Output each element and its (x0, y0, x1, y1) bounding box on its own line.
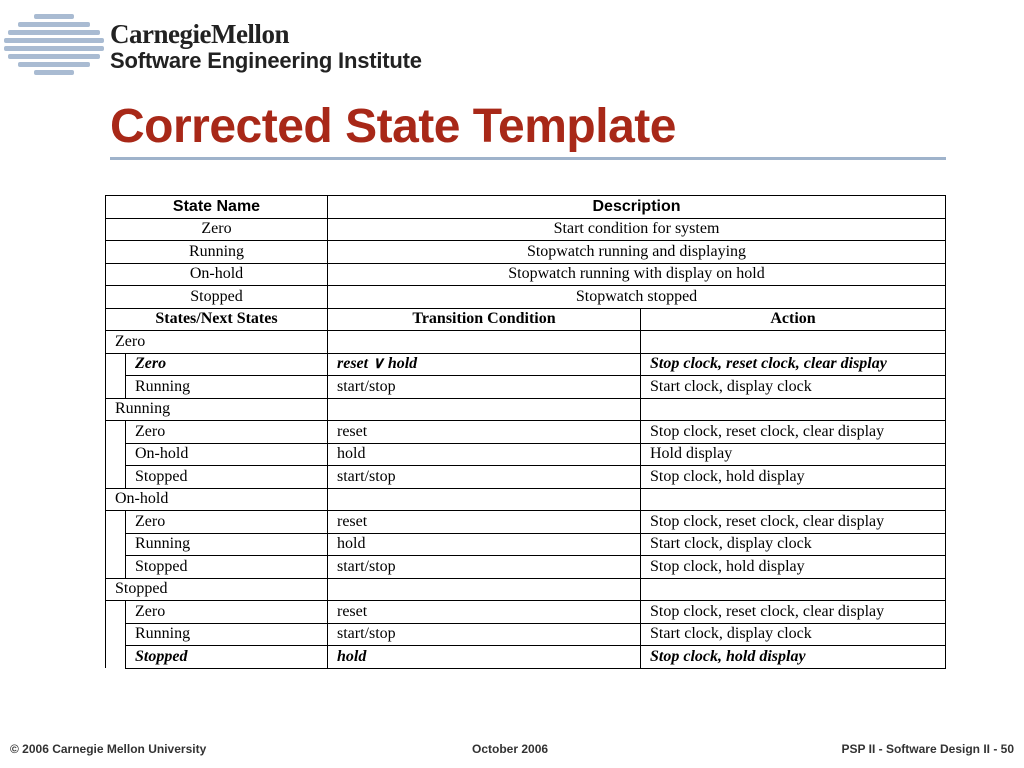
current-state-cell: Stopped (106, 578, 328, 601)
state-description-cell: Start condition for system (328, 218, 946, 241)
transition-condition-header: Transition Condition (328, 308, 641, 331)
empty-condition-cell (328, 488, 641, 511)
transition-condition-cell: start/stop (328, 376, 641, 399)
state-row (106, 286, 946, 309)
action-cell: Start clock, display clock (641, 533, 946, 556)
transition-header-row (106, 308, 946, 331)
brand-subtitle: Software Engineering Institute (110, 48, 422, 73)
transition-condition-cell: hold (328, 533, 641, 556)
next-state-cell: Zero (126, 353, 328, 376)
brand-block (110, 20, 422, 74)
current-state-cell: On-hold (106, 488, 328, 511)
state-name-cell: On-hold (106, 263, 328, 286)
state-description-cell: Stopwatch running with display on hold (328, 263, 946, 286)
action-cell: Stop clock, hold display (641, 556, 946, 579)
action-cell: Hold display (641, 443, 946, 466)
action-cell: Stop clock, reset clock, clear display (641, 601, 946, 624)
indent-cell (106, 511, 126, 579)
state-row (106, 263, 946, 286)
transition-condition-cell: reset ∨ hold (328, 353, 641, 376)
state-description-cell: Stopwatch running and displaying (328, 241, 946, 264)
action-header: Action (641, 308, 946, 331)
transition-row (106, 623, 946, 646)
state-name-cell: Stopped (106, 286, 328, 309)
action-cell: Start clock, display clock (641, 376, 946, 399)
description-header: Description (328, 196, 946, 219)
empty-condition-cell (328, 578, 641, 601)
next-state-cell: Zero (126, 421, 328, 444)
action-cell: Stop clock, hold display (641, 466, 946, 489)
indent-cell (106, 421, 126, 489)
action-cell: Stop clock, reset clock, clear display (641, 511, 946, 534)
current-state-cell: Zero (106, 331, 328, 354)
transition-row (106, 533, 946, 556)
transition-condition-cell: reset (328, 601, 641, 624)
state-row (106, 218, 946, 241)
transition-row (106, 556, 946, 579)
transition-condition-cell: start/stop (328, 623, 641, 646)
transition-row (106, 646, 946, 669)
transition-condition-cell: start/stop (328, 556, 641, 579)
next-state-cell: Zero (126, 601, 328, 624)
sei-striped-globe-icon (4, 14, 104, 78)
empty-action-cell (641, 331, 946, 354)
transition-row (106, 443, 946, 466)
transition-condition-cell: hold (328, 646, 641, 669)
empty-condition-cell (328, 331, 641, 354)
next-state-cell: Running (126, 376, 328, 399)
state-name-cell: Running (106, 241, 328, 264)
title-divider (110, 157, 946, 160)
transition-row (106, 421, 946, 444)
next-state-cell: Stopped (126, 556, 328, 579)
action-cell: Start clock, display clock (641, 623, 946, 646)
transition-row (106, 511, 946, 534)
state-description-cell: Stopwatch stopped (328, 286, 946, 309)
empty-condition-cell (328, 398, 641, 421)
brand-name: CarnegieMellon (110, 19, 289, 49)
state-name-cell: Zero (106, 218, 328, 241)
action-cell: Stop clock, hold display (641, 646, 946, 669)
action-cell: Stop clock, reset clock, clear display (641, 421, 946, 444)
footer-page-number: PSP II - Software Design II - 50 (841, 742, 1014, 756)
states-next-states-header: States/Next States (106, 308, 328, 331)
transition-row (106, 601, 946, 624)
transition-row (106, 466, 946, 489)
empty-action-cell (641, 578, 946, 601)
state-row (106, 241, 946, 264)
state-group-row (106, 488, 946, 511)
empty-action-cell (641, 398, 946, 421)
current-state-cell: Running (106, 398, 328, 421)
transition-row (106, 353, 946, 376)
next-state-cell: Running (126, 623, 328, 646)
next-state-cell: On-hold (126, 443, 328, 466)
state-group-row (106, 398, 946, 421)
transition-condition-cell: reset (328, 511, 641, 534)
transition-condition-cell: hold (328, 443, 641, 466)
state-template-table (105, 195, 946, 669)
state-name-header: State Name (106, 196, 328, 219)
transition-condition-cell: start/stop (328, 466, 641, 489)
next-state-cell: Stopped (126, 466, 328, 489)
transition-row (106, 376, 946, 399)
transition-condition-cell: reset (328, 421, 641, 444)
next-state-cell: Zero (126, 511, 328, 534)
footer-copyright: © 2006 Carnegie Mellon University (10, 742, 207, 756)
footer-date: October 2006 (472, 742, 549, 756)
empty-action-cell (641, 488, 946, 511)
state-group-row (106, 578, 946, 601)
action-cell: Stop clock, reset clock, clear display (641, 353, 946, 376)
state-group-row (106, 331, 946, 354)
indent-cell (106, 353, 126, 398)
next-state-cell: Running (126, 533, 328, 556)
state-header-row (106, 196, 946, 219)
slide-title: Corrected State Template (110, 100, 676, 153)
indent-cell (106, 601, 126, 669)
next-state-cell: Stopped (126, 646, 328, 669)
